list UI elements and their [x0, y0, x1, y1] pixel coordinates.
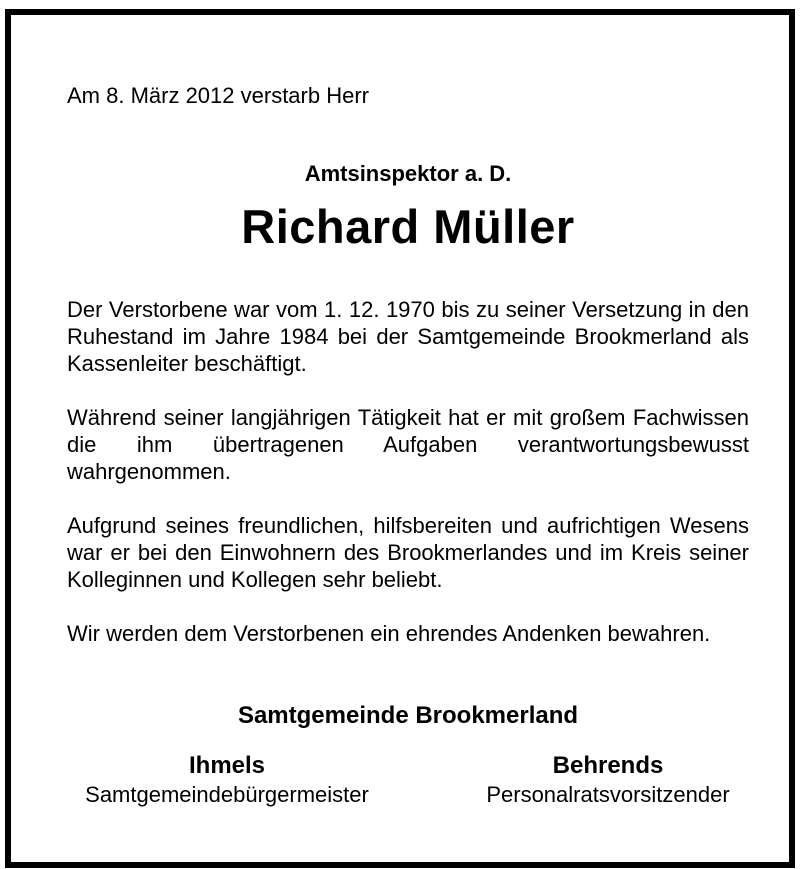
paragraph-character: Aufgrund seines freundlichen, hilfsbereiten und aufrichtigen Wesens war er bei den Einwohnern des Brookmerlandes und im Kreis seiner Kolleginnen und Kollegen sehr beliebt.	[67, 513, 749, 592]
signatory-name: Ihmels	[188, 752, 266, 779]
intro-line: Am 8. März 2012 verstarb Herr	[67, 83, 369, 108]
obituary-frame	[5, 9, 795, 868]
signatory-role: Personalratsvorsitzender	[486, 782, 730, 807]
organization-name: Samtgemeinde Brookmerland	[237, 702, 579, 729]
signatory-name: Behrends	[552, 752, 664, 779]
signatory-right	[467, 751, 749, 809]
deceased-name: Richard Müller	[241, 200, 575, 253]
paragraph-work: Während seiner langjährigen Tätigkeit hat er mit großem Fachwissen die ihm übertragenen Aufgaben verantwortungsbewusst wahrgenommen.	[67, 405, 749, 484]
signatory-left	[67, 751, 387, 809]
deceased-rank: Amtsinspektor a. D.	[304, 161, 512, 186]
paragraph-remembrance: Wir werden dem Verstorbenen ein ehrendes Andenken bewahren.	[67, 621, 711, 646]
signatory-role: Samtgemeindebürgermeister	[85, 782, 369, 807]
paragraph-career: Der Verstorbene war vom 1. 12. 1970 bis zu seiner Versetzung in den Ruhestand im Jahre 1984 bei der Samtgemeinde Brookmerland als Kassenleiter beschäftigt.	[67, 297, 749, 376]
